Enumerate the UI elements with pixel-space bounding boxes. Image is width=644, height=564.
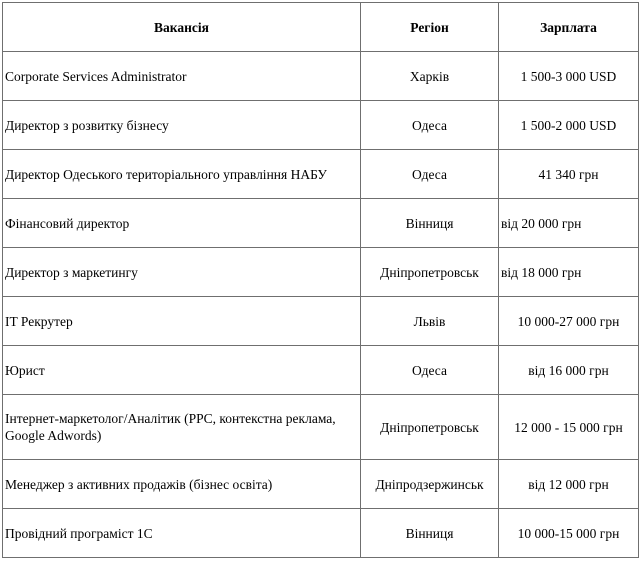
cell-region: Харків [361, 52, 499, 101]
cell-salary: від 16 000 грн [499, 346, 639, 395]
cell-region: Львів [361, 297, 499, 346]
cell-position: Директор з маркетингу [3, 248, 361, 297]
cell-region: Одеса [361, 346, 499, 395]
cell-position: Директор з розвитку бізнесу [3, 101, 361, 150]
cell-position: Провідний програміст 1С [3, 509, 361, 558]
table-row [3, 346, 639, 395]
cell-position: IT Рекрутер [3, 297, 361, 346]
cell-region: Дніпропетровськ [361, 248, 499, 297]
table-header-row [3, 3, 639, 52]
table-row [3, 395, 639, 460]
header-region: Регіон [361, 3, 499, 52]
vacancies-table [2, 2, 639, 558]
cell-region: Одеса [361, 101, 499, 150]
table-row [3, 52, 639, 101]
cell-salary: 41 340 грн [499, 150, 639, 199]
table-row [3, 199, 639, 248]
cell-salary: від 12 000 грн [499, 460, 639, 509]
table-row [3, 101, 639, 150]
cell-salary: 1 500-3 000 USD [499, 52, 639, 101]
cell-salary: 10 000-27 000 грн [499, 297, 639, 346]
table-row [3, 297, 639, 346]
cell-salary: 1 500-2 000 USD [499, 101, 639, 150]
cell-region: Дніпропетровськ [361, 395, 499, 460]
cell-position: Corporate Services Administrator [3, 52, 361, 101]
cell-region: Одеса [361, 150, 499, 199]
cell-salary: 10 000-15 000 грн [499, 509, 639, 558]
table-row [3, 150, 639, 199]
vacancies-table-container [2, 2, 639, 558]
table-row [3, 509, 639, 558]
cell-region: Вінниця [361, 509, 499, 558]
cell-salary: 12 000 - 15 000 грн [499, 395, 639, 460]
cell-salary: від 18 000 грн [499, 248, 639, 297]
cell-position: Юрист [3, 346, 361, 395]
cell-position: Менеджер з активних продажів (бізнес освіта) [3, 460, 361, 509]
cell-position: Директор Одеського територіального управління НАБУ [3, 150, 361, 199]
cell-region: Вінниця [361, 199, 499, 248]
cell-region: Дніпродзержинськ [361, 460, 499, 509]
header-salary: Зарплата [499, 3, 639, 52]
cell-salary: від 20 000 грн [499, 199, 639, 248]
cell-position: Фінансовий директор [3, 199, 361, 248]
table-row [3, 460, 639, 509]
header-vacancy: Вакансія [3, 3, 361, 52]
table-row [3, 248, 639, 297]
cell-position: Інтернет-маркетолог/Аналітик (PPC, контекстна реклама, Google Adwords) [3, 395, 361, 460]
